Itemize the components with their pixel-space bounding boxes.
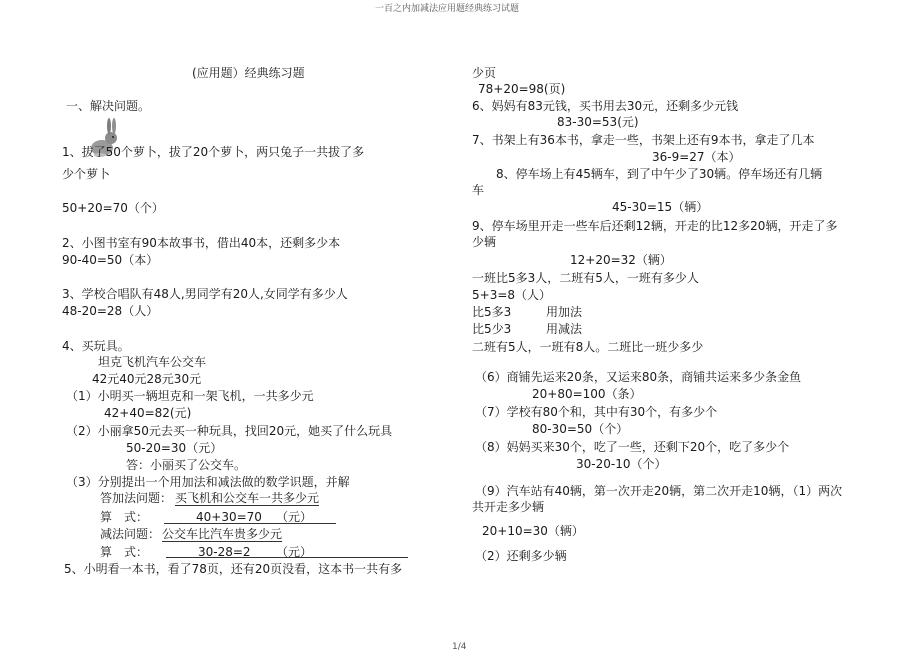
hint-more-label: 比5多3: [472, 305, 512, 319]
subtraction-formula: 30-28=2: [198, 545, 251, 559]
hint-less-label: 比5少3: [472, 322, 512, 336]
answer-r7: 80-30=50（个）: [532, 422, 629, 436]
answer-r6: 20+80=100（条）: [532, 387, 642, 401]
answer-8: 45-30=15（辆）: [612, 200, 709, 214]
answer-r8: 30-20-10（个）: [576, 457, 667, 471]
question-r9-cont: 共开走多少辆: [472, 500, 545, 514]
answer-7: 36-9=27（本）: [652, 150, 741, 164]
addition-formula-underline: [164, 523, 336, 524]
answer-1: 50+20=70（个）: [62, 201, 164, 215]
addition-formula-label: 算 式：: [100, 510, 149, 524]
question-9: 9、停车场里开走一些车后还剩12辆，开走的比12多20辆，开走了多: [472, 219, 838, 233]
answer-4-2-conclusion: 答：小丽买了公交车。: [126, 458, 247, 472]
addition-formula-unit: （元）: [276, 510, 313, 524]
class-question: 一班比5多3人，二班有5人，一班有多少人: [472, 271, 699, 285]
question-r6: （6）商铺先运来20条，又运来80条，商铺共运来多少条金鱼: [475, 370, 802, 384]
answer-4-1: 42+40=82(元): [104, 406, 192, 420]
question-r9-2: （2）还剩多少辆: [475, 549, 567, 563]
page-footer: 1/4: [452, 642, 467, 652]
question-4-2: （2）小丽拿50元去买一种玩具，找回20元，她买了什么玩具: [66, 424, 393, 438]
addition-question-text: 买飞机和公交车一共多少元: [175, 491, 320, 505]
answer-2: 90-40=50（本）: [62, 253, 159, 267]
toy-prices: 42元40元28元30元: [92, 372, 202, 386]
subtraction-question-text: 公交车比汽车贵多少元: [162, 527, 283, 541]
question-3: 3、学校合唱队有48人,男同学有20人,女同学有多少人: [62, 287, 348, 301]
answer-r9: 20+10=30（辆）: [482, 524, 584, 538]
subtraction-formula-underline: [166, 557, 408, 558]
answer-6: 83-30=53(元): [557, 115, 639, 129]
worksheet-title: (应用题）经典练习题: [192, 66, 305, 80]
subtraction-formula-unit: （元）: [276, 545, 313, 559]
question-r7: （7）学校有80个和，其中有30个，有多少个: [475, 405, 718, 419]
addition-formula: 40+30=70: [196, 510, 262, 524]
question-r8: （8）妈妈买来30个，吃了一些，还剩下20个，吃了多少个: [475, 440, 790, 454]
q5-continued: 少页: [472, 66, 497, 80]
question-9-cont: 少辆: [472, 235, 497, 249]
addition-question-label: 答加法问题：: [100, 491, 173, 505]
question-2: 2、小图书室有90本故事书，借出40本，还剩多少本: [62, 236, 341, 250]
question-6: 6、妈妈有83元钱，买书用去30元，还剩多少元钱: [472, 99, 739, 113]
answer-9: 12+20=32（辆）: [570, 253, 672, 267]
section-heading: 一、解决问题。: [66, 99, 151, 113]
question-4: 4、买玩具。: [62, 339, 130, 353]
question-1-cont: 少个萝卜: [62, 167, 111, 181]
answer-3: 48-20=28（人）: [62, 304, 159, 318]
question-8-cont: 车: [472, 183, 485, 197]
question-4-1: （1）小明买一辆坦克和一架飞机，一共多少元: [66, 389, 314, 403]
toy-names: 坦克飞机汽车公交车: [98, 355, 207, 369]
page-header: 一百之内加减法应用题经典练习试题: [375, 4, 520, 14]
answer-5: 78+20=98(页): [478, 82, 566, 96]
class-answer: 5+3=8（人）: [472, 288, 552, 302]
question-4-3: （3）分别提出一个用加法和减法做的数学识题，并解: [66, 475, 350, 489]
hint-less-method: 用减法: [546, 322, 583, 336]
question-1: 1、拔了50个萝卜，拔了20个萝卜，两只兔子一共拔了多: [62, 145, 365, 159]
subtraction-question-label: 减法问题：: [100, 527, 161, 541]
answer-4-2: 50-20=30（元）: [126, 441, 223, 455]
question-8: 8、停车场上有45辆车，到了中午少了30辆。停车场还有几辆: [496, 167, 823, 181]
hint-more-method: 用加法: [546, 305, 583, 319]
question-r9: （9）汽车站有40辆，第一次开走20辆，第二次开走10辆，（1）两次: [475, 484, 843, 498]
subtraction-formula-label: 算 式：: [100, 545, 149, 559]
question-7: 7、书架上有36本书，拿走一些，书架上还有9本书，拿走了几本: [472, 133, 815, 147]
question-5: 5、小明看一本书，看了78页，还有20页没看，这本书一共有多: [64, 562, 403, 576]
class-compare-question: 二班有5人，一班有8人。二班比一班少多少: [472, 340, 704, 354]
